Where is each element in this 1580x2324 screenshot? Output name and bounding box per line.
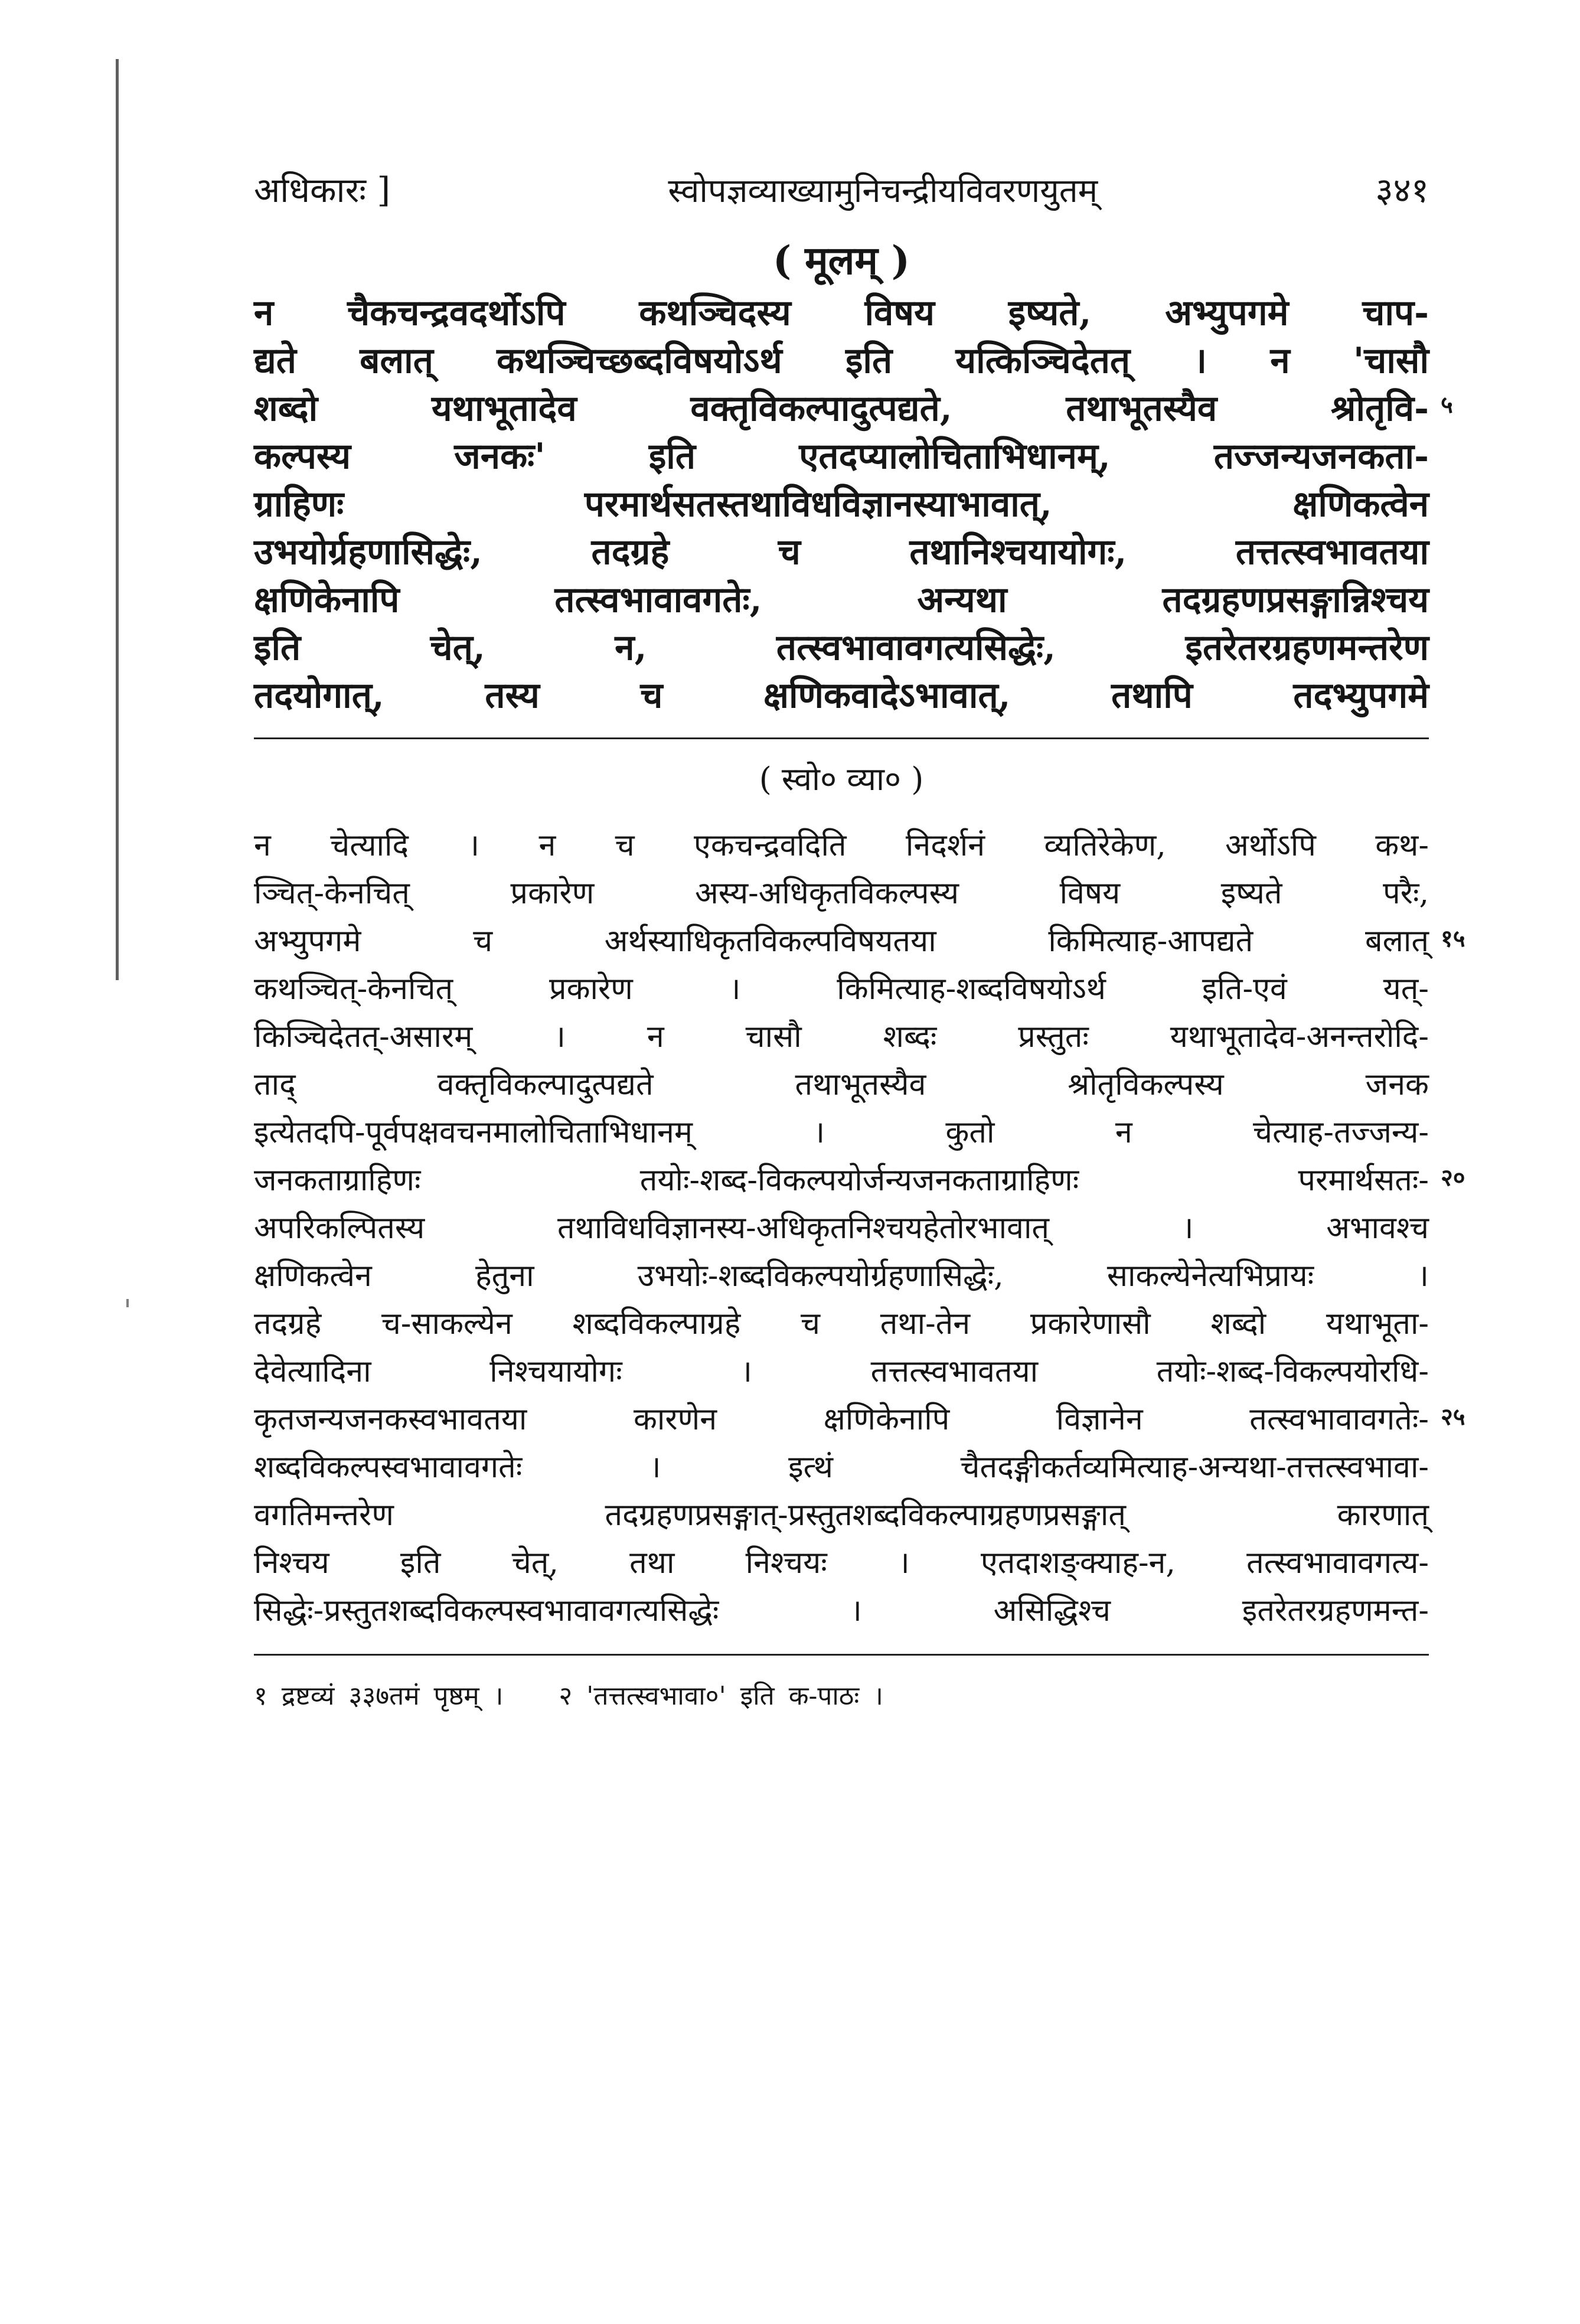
footnote-item: २ 'तत्तत्स्वभावा०' इति क-पाठः । (559, 1681, 883, 1711)
vyakhya-heading: ( स्वो० व्या० ) (759, 760, 924, 798)
mula-line: द्यते बलात् कथञ्चिच्छब्दविषयोऽर्थ इति यत्किञ्चिदेतत् । न 'चासौ (254, 340, 1429, 381)
commentary-line: किञ्चिदेतत्-असारम् । न चासौ शब्दः प्रस्तुतः यथाभूतादेव-अनन्तरोदि- (254, 1019, 1429, 1055)
footnotes (254, 1677, 1429, 1712)
commentary-line: जनकताग्राहिणः तयोः-शब्द-विकल्पयोर्जन्यजनकताग्राहिणः परमार्थसतः- (254, 1163, 1429, 1198)
mula-text-block (254, 289, 1453, 720)
mula-line: शब्दो यथाभूतादेव वक्तृविकल्पादुत्पद्यते, तथाभूतस्यैव श्रोतृवि- (254, 388, 1429, 429)
mula-heading: ( मूलम् ) (772, 237, 910, 283)
book-page (254, 165, 1465, 2185)
commentary-line: न चेत्यादि । न च एकचन्द्रवदिति निदर्शनं व्यतिरेकेण, अर्थोऽपि कथ- (254, 828, 1429, 863)
commentary-line: शब्दविकल्पस्वभावावगतेः । इत्थं चैतदङ्गीकर्तव्यमित्याह-अन्यथा-तत्तत्स्वभावा- (254, 1450, 1429, 1485)
margin-line-number: २५ (1441, 1403, 1465, 1431)
page-number: ३४१ (1375, 170, 1429, 210)
binding-edge-line (116, 59, 119, 980)
commentary-text-block (254, 822, 1465, 1635)
commentary-line: देवेत्यादिना निश्चयायोगः । तत्तत्स्वभावतया तयोः-शब्द-विकल्पयोरधि- (254, 1354, 1429, 1389)
commentary-line: सिद्धेः-प्रस्तुतशब्दविकल्पस्वभावावगत्यसिद्धेः । असिद्धिश्च इतरेतरग्रहणमन्त- (254, 1593, 1429, 1628)
section-divider (254, 737, 1429, 739)
margin-line-number: १५ (1441, 925, 1465, 952)
commentary-line: क्षणिकत्वेन हेतुना उभयोः-शब्दविकल्पयोर्ग्रहणासिद्धेः, साकल्येनेत्यभिप्रायः । (254, 1258, 1429, 1294)
margin-line-number: ५ (1441, 391, 1453, 419)
margin-line-number: २० (1441, 1164, 1465, 1192)
section-label: अधिकारः ] (254, 170, 391, 210)
commentary-line: इत्येतदपि-पूर्वपक्षवचनमालोचिताभिधानम् । कुतो न चेत्याह-तज्जन्य- (254, 1115, 1429, 1150)
commentary-line: ञ्चित्-केनचित् प्रकारेण अस्य-अधिकृतविकल्पस्य विषय इष्यते परैः, (254, 876, 1429, 911)
commentary-line: तदग्रहे च-साकल्येन शब्दविकल्पाग्रहे च तथा-तेन प्रकारेणासौ शब्दो यथाभूता- (254, 1306, 1429, 1341)
commentary-line: वगतिमन्तरेण तदग्रहणप्रसङ्गात्-प्रस्तुतशब्दविकल्पाग्रहणप्रसङ्गात् कारणात् (254, 1497, 1429, 1533)
commentary-line: अभ्युपगमे च अर्थस्याधिकृतविकल्पविषयतया किमित्याह-आपद्यते बलात् (254, 923, 1429, 959)
mula-line: तदयोगात्, तस्य च क्षणिकवादेऽभावात्, तथापि तदभ्युपगमे (254, 675, 1429, 716)
commentary-line: ताद् वक्तृविकल्पादुत्पद्यते तथाभूतस्यैव श्रोतृविकल्पस्य जनक (254, 1067, 1429, 1102)
mula-line: ग्राहिणः परमार्थसतस्तथाविधविज्ञानस्याभावात्, क्षणिकत्वेन (254, 484, 1429, 525)
commentary-line: निश्चय इति चेत्, तथा निश्चयः । एतदाशङ्क्याह-न, तत्स्वभावावगत्य- (254, 1545, 1429, 1581)
commentary-line: अपरिकल्पितस्य तथाविधविज्ञानस्य-अधिकृतनिश्चयहेतोरभावात् । अभावश्च (254, 1210, 1429, 1246)
mula-line: न चैकचन्द्रवदर्थोऽपि कथञ्चिदस्य विषय इष्यते, अभ्युपगमे चाप- (254, 292, 1429, 334)
mula-line: उभयोर्ग्रहणासिद्धेः, तदग्रहे च तथानिश्चयायोगः, तत्तत्स्वभावतया (254, 531, 1429, 573)
mula-line: इति चेत्, न, तत्स्वभावावगत्यसिद्धेः, इतरेतरग्रहणमन्तरेण (254, 627, 1429, 668)
running-title: स्वोपज्ञव्याख्यामुनिचन्द्रीयविवरणयुतम् (668, 172, 1098, 210)
binding-edge-mark (126, 1299, 129, 1307)
running-header (254, 165, 1429, 218)
commentary-line: कृतजन्यजनकस्वभावतया कारणेन क्षणिकेनापि विज्ञानेन तत्स्वभावावगतेः- (254, 1402, 1429, 1437)
mula-line: क्षणिकेनापि तत्स्वभावावगतेः, अन्यथा तदग्रहणप्रसङ्गान्निश्चय (254, 579, 1429, 621)
mula-line: कल्पस्य जनकः' इति एतदप्यालोचिताभिधानम्, तज्जन्यजनकता- (254, 436, 1429, 477)
footnote-item: १ द्रष्टव्यं ३३७तमं पृष्ठम् । (254, 1681, 504, 1711)
commentary-line: कथञ्चित्-केनचित् प्रकारेण । किमित्याह-शब्दविषयोऽर्थ इति-एवं यत्- (254, 971, 1429, 1007)
footnote-divider (254, 1654, 1429, 1656)
